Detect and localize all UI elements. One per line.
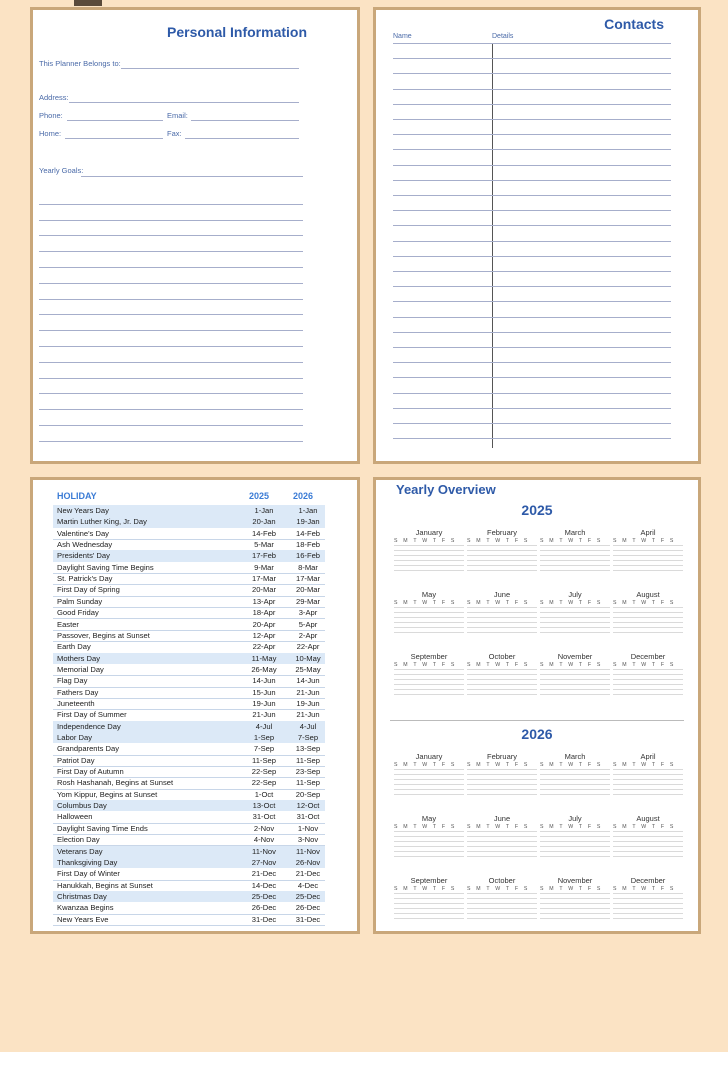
- holiday-date-2026: 19-Jun: [296, 698, 320, 708]
- holiday-date-2025: 1-Jan: [254, 506, 274, 515]
- email-label: Email:: [167, 111, 188, 120]
- holiday-name: Hanukkah, Begins at Sunset: [57, 880, 153, 890]
- holiday-row: [53, 846, 325, 857]
- personal-information-page: [30, 7, 360, 464]
- holiday-name: Grandparents Day: [57, 744, 120, 754]
- holiday-date-2025: 19-Jun: [252, 698, 276, 708]
- day-grid: [394, 607, 464, 633]
- month-calendar: [613, 876, 683, 919]
- holiday-name: Juneteenth: [57, 698, 95, 708]
- month-calendar: [540, 590, 610, 633]
- holiday-name: Columbus Day: [57, 801, 107, 811]
- holiday-name: Good Friday: [57, 608, 99, 618]
- holiday-date-2026: 25-Dec: [295, 891, 321, 901]
- day-grid: [467, 545, 537, 571]
- contact-line: [393, 89, 671, 90]
- weekday-header: S M T W T F S: [467, 662, 530, 668]
- holiday-date-2025: 25-Dec: [251, 891, 277, 901]
- month-calendar: [613, 652, 683, 695]
- fax-label: Fax:: [167, 129, 182, 138]
- day-grid: [394, 893, 464, 919]
- page-title: Contacts: [604, 16, 664, 32]
- goal-line: [39, 283, 303, 284]
- binder-tab: [74, 0, 102, 6]
- weekday-header: S M T W T F S: [394, 886, 457, 892]
- holiday-date-2025: 21-Jun: [252, 710, 276, 720]
- contact-line: [393, 286, 671, 287]
- holiday-name: Veterans Day: [57, 846, 103, 856]
- day-grid: [540, 769, 610, 795]
- day-grid: [394, 669, 464, 695]
- contact-line: [393, 73, 671, 74]
- holiday-date-2025: 21-Dec: [251, 869, 277, 879]
- holiday-row: [53, 914, 325, 926]
- holiday-date-2026: 20-Sep: [295, 789, 321, 799]
- holiday-date-2025: 5-Mar: [254, 540, 274, 550]
- goal-line: [39, 314, 303, 315]
- belongs-line: [121, 68, 299, 69]
- month-name: October: [488, 652, 516, 661]
- month-calendar: [467, 590, 537, 633]
- holiday-name: Presidents' Day: [57, 551, 110, 561]
- address-line: [69, 102, 299, 103]
- holiday-date-2026: 3-Nov: [297, 835, 319, 845]
- weekday-header: S M T W T F S: [540, 886, 603, 892]
- holiday-date-2025: 18-Apr: [252, 608, 276, 618]
- month-calendar: [394, 814, 464, 857]
- holiday-name: Palm Sunday: [57, 596, 103, 606]
- holiday-date-2025: 13-Oct: [252, 801, 276, 811]
- holiday-date-2026: 13-Sep: [295, 744, 321, 754]
- weekday-header: S M T W T F S: [540, 662, 603, 668]
- holiday-name: Valentine's Day: [57, 528, 109, 538]
- day-grid: [613, 669, 683, 695]
- month-calendar: [467, 752, 537, 795]
- contact-line: [393, 256, 671, 257]
- holiday-date-2026: 1-Nov: [297, 823, 319, 833]
- holiday-date-2025: 31-Oct: [252, 812, 276, 822]
- weekday-header: S M T W T F S: [540, 824, 603, 830]
- year-heading: 2026: [521, 726, 553, 742]
- contact-line: [393, 362, 671, 363]
- contact-line: [393, 393, 671, 394]
- holiday-date-2026: 10-May: [295, 653, 321, 663]
- holiday-date-2025: 31-Dec: [251, 914, 277, 924]
- holiday-date-2025: 1-Oct: [254, 789, 274, 799]
- contact-line: [393, 423, 671, 424]
- goal-line: [39, 204, 303, 205]
- goal-line: [39, 441, 303, 442]
- holiday-name: Halloween: [57, 812, 93, 822]
- holiday-name: Fathers Day: [57, 687, 99, 697]
- goal-line: [39, 362, 303, 363]
- holiday-date-2026: 29-Mar: [295, 596, 321, 606]
- day-grid: [540, 669, 610, 695]
- holiday-name: First Day of Winter: [57, 869, 120, 879]
- home-line: [65, 138, 163, 139]
- weekday-header: S M T W T F S: [394, 538, 457, 544]
- day-grid: [613, 607, 683, 633]
- goal-line: [81, 176, 303, 177]
- holiday-date-2026: 7-Sep: [297, 733, 319, 742]
- holiday-name: Independence Day: [57, 721, 121, 731]
- year-heading: 2025: [521, 502, 553, 518]
- weekday-header: S M T W T F S: [613, 886, 676, 892]
- contact-line: [393, 438, 671, 439]
- holiday-date-2026: 14-Feb: [295, 528, 321, 538]
- holiday-name: Passover, Begins at Sunset: [57, 630, 150, 640]
- goal-line: [39, 378, 303, 379]
- holiday-date-2026: 3-Apr: [298, 608, 318, 618]
- holiday-date-2026: 21-Jun: [296, 687, 320, 697]
- goal-line: [39, 346, 303, 347]
- day-grid: [613, 831, 683, 857]
- contact-line: [393, 134, 671, 135]
- contacts-page: [373, 7, 701, 464]
- holiday-date-2025: 27-Nov: [251, 857, 277, 867]
- holiday-name: New Years Day: [57, 506, 109, 515]
- holiday-name: Christmas Day: [57, 891, 107, 901]
- holiday-name: Rosh Hashanah, Begins at Sunset: [57, 778, 174, 788]
- holiday-date-2026: 21-Jun: [296, 710, 320, 720]
- month-name: May: [421, 814, 437, 823]
- month-name: April: [640, 528, 656, 537]
- weekday-header: S M T W T F S: [394, 662, 457, 668]
- month-name: March: [564, 528, 586, 537]
- holiday-date-2026: 1-Jan: [298, 506, 318, 515]
- holiday-date-2026: 17-Mar: [295, 574, 321, 584]
- weekday-header: S M T W T F S: [613, 762, 676, 768]
- month-name: December: [630, 652, 666, 661]
- holiday-name: Patriot Day: [57, 755, 95, 765]
- holiday-date-2026: 16-Feb: [295, 551, 321, 561]
- holiday-name: First Day of Autumn: [57, 767, 124, 777]
- holiday-name: Kwanzaa Begins: [57, 903, 114, 913]
- weekday-header: S M T W T F S: [540, 600, 603, 606]
- month-calendar: [540, 652, 610, 695]
- month-name: January: [415, 528, 443, 537]
- holiday-name: Martin Luther King, Jr. Day: [57, 517, 147, 527]
- contact-line: [393, 119, 671, 120]
- weekday-header: S M T W T F S: [467, 824, 530, 830]
- goal-line: [39, 330, 303, 331]
- contact-line: [393, 332, 671, 333]
- month-calendar: [394, 590, 464, 633]
- contact-line: [393, 347, 671, 348]
- holiday-row: [53, 891, 325, 902]
- weekday-header: S M T W T F S: [467, 600, 530, 606]
- holiday-date-2025: 15-Jun: [252, 687, 276, 697]
- contact-line: [393, 271, 671, 272]
- contact-line: [393, 195, 671, 196]
- day-grid: [394, 545, 464, 571]
- holiday-date-2026: 8-Mar: [298, 562, 318, 572]
- holiday-date-2026: 19-Jan: [296, 517, 320, 527]
- weekday-header: S M T W T F S: [467, 762, 530, 768]
- day-grid: [467, 893, 537, 919]
- goal-line: [39, 251, 303, 252]
- holiday-date-2025: 11-Sep: [252, 755, 276, 765]
- holiday-row: [53, 721, 325, 732]
- day-grid: [540, 893, 610, 919]
- day-grid: [394, 769, 464, 795]
- holiday-name: Flag Day: [57, 676, 88, 686]
- contact-line: [393, 149, 671, 150]
- holiday-name: First Day of Spring: [57, 585, 120, 595]
- contact-line: [393, 317, 671, 318]
- month-calendar: [467, 876, 537, 919]
- weekday-header: S M T W T F S: [467, 886, 530, 892]
- home-label: Home:: [39, 129, 62, 138]
- holiday-date-2026: 11-Nov: [296, 846, 320, 856]
- month-name: November: [557, 652, 593, 661]
- weekday-header: S M T W T F S: [613, 662, 676, 668]
- month-calendar: [540, 814, 610, 857]
- holiday-name: Easter: [57, 619, 79, 629]
- weekday-header: S M T W T F S: [613, 538, 676, 544]
- holiday-date-2026: 12-Oct: [296, 801, 320, 811]
- month-calendar: [540, 528, 610, 571]
- month-name: August: [636, 590, 660, 599]
- holiday-name: Ash Wednesday: [57, 540, 113, 550]
- day-grid: [467, 669, 537, 695]
- details-column-header: Details: [492, 33, 514, 40]
- holiday-date-2025: 9-Mar: [254, 562, 274, 572]
- holiday-name: Daylight Saving Time Begins: [57, 562, 154, 572]
- holiday-date-2025: 17-Mar: [251, 574, 277, 584]
- month-name: October: [488, 876, 516, 885]
- holiday-date-2026: 20-Mar: [295, 585, 321, 595]
- month-name: June: [493, 814, 511, 823]
- holiday-date-2026: 18-Feb: [295, 540, 321, 550]
- month-calendar: [394, 752, 464, 795]
- holiday-date-2025: 14-Dec: [251, 880, 277, 890]
- day-grid: [467, 831, 537, 857]
- holiday-name: Mothers Day: [57, 653, 101, 663]
- month-calendar: [540, 876, 610, 919]
- email-line: [191, 120, 299, 121]
- goal-line: [39, 299, 303, 300]
- month-calendar: [467, 814, 537, 857]
- column-2025-header: 2025: [249, 491, 270, 501]
- month-name: May: [421, 590, 437, 599]
- month-name: February: [486, 752, 517, 761]
- month-name: April: [640, 752, 656, 761]
- holiday-name: Election Day: [57, 835, 100, 845]
- holiday-date-2025: 12-Apr: [252, 630, 276, 640]
- day-grid: [467, 769, 537, 795]
- month-calendar: [613, 814, 683, 857]
- holiday-row: [53, 800, 325, 811]
- month-name: September: [410, 652, 448, 661]
- page-title: Personal Information: [167, 24, 308, 40]
- contact-line: [393, 165, 671, 166]
- holiday-row: [53, 505, 325, 516]
- year-divider: [390, 720, 684, 721]
- holiday-date-2025: 2-Nov: [253, 823, 275, 833]
- contact-line: [393, 180, 671, 181]
- address-label: Address:: [39, 93, 69, 102]
- contact-line: [393, 210, 671, 211]
- day-grid: [394, 831, 464, 857]
- holiday-date-2025: 22-Sep: [251, 778, 277, 788]
- holiday-name: Labor Day: [57, 733, 93, 742]
- month-name: July: [568, 590, 582, 599]
- goal-line: [39, 220, 303, 221]
- month-name: August: [636, 814, 660, 823]
- goal-line: [39, 235, 303, 236]
- holiday-date-2026: 4-Jul: [299, 721, 317, 731]
- holiday-date-2026: 23-Sep: [295, 767, 321, 777]
- holiday-date-2025: 20-Apr: [252, 619, 276, 629]
- month-name: January: [415, 752, 443, 761]
- weekday-header: S M T W T F S: [394, 824, 457, 830]
- holiday-date-2026: 21-Dec: [295, 869, 321, 879]
- month-name: July: [568, 814, 582, 823]
- month-calendar: [394, 528, 464, 571]
- day-grid: [613, 545, 683, 571]
- yearly-goals-label: Yearly Goals:: [39, 166, 84, 175]
- holiday-date-2025: 14-Jun: [252, 676, 276, 686]
- holiday-date-2025: 22-Apr: [252, 642, 276, 652]
- holiday-name: Memorial Day: [57, 664, 104, 674]
- holiday-date-2025: 11-May: [251, 653, 277, 663]
- day-grid: [540, 545, 610, 571]
- day-grid: [540, 607, 610, 633]
- contact-line: [393, 241, 671, 242]
- contact-line: [393, 43, 671, 44]
- day-grid: [613, 769, 683, 795]
- holiday-date-2025: 11-Nov: [252, 846, 276, 856]
- goal-line: [39, 393, 303, 394]
- weekday-header: S M T W T F S: [394, 600, 457, 606]
- contact-line: [393, 377, 671, 378]
- holiday-name: Thanksgiving Day: [57, 857, 118, 867]
- holiday-date-2025: 4-Jul: [255, 721, 273, 731]
- month-name: November: [557, 876, 593, 885]
- weekday-header: S M T W T F S: [540, 762, 603, 768]
- month-calendar: [467, 652, 537, 695]
- holiday-name: Yom Kippur, Begins at Sunset: [57, 789, 158, 799]
- name-column-header: Name: [393, 33, 412, 40]
- month-name: February: [486, 528, 517, 537]
- holiday-name: First Day of Summer: [57, 710, 127, 720]
- goal-line: [39, 409, 303, 410]
- holiday-date-2026: 22-Apr: [296, 642, 320, 652]
- contact-line: [393, 408, 671, 409]
- holiday-date-2025: 17-Feb: [251, 551, 277, 561]
- day-grid: [540, 831, 610, 857]
- month-name: March: [564, 752, 586, 761]
- holiday-date-2025: 20-Jan: [252, 517, 276, 527]
- holiday-date-2026: 25-May: [295, 664, 321, 674]
- month-calendar: [540, 752, 610, 795]
- weekday-header: S M T W T F S: [613, 600, 676, 606]
- holiday-date-2025: 20-Mar: [251, 585, 277, 595]
- contact-line: [393, 225, 671, 226]
- holiday-row: [53, 732, 325, 743]
- month-name: December: [630, 876, 666, 885]
- holiday-date-2026: 4-Dec: [297, 880, 319, 890]
- day-grid: [613, 893, 683, 919]
- weekday-header: S M T W T F S: [467, 538, 530, 544]
- holiday-name: Daylight Saving Time Ends: [57, 823, 148, 833]
- holiday-row: [53, 550, 325, 561]
- yearly-overview-page: [373, 477, 701, 934]
- phone-line: [67, 120, 163, 121]
- holiday-date-2025: 4-Nov: [253, 835, 275, 845]
- contact-line: [393, 301, 671, 302]
- holiday-name: Earth Day: [57, 642, 91, 652]
- day-grid: [467, 607, 537, 633]
- bottom-strip: [0, 1052, 728, 1080]
- belongs-label: This Planner Belongs to:: [39, 59, 121, 68]
- goal-line: [39, 267, 303, 268]
- phone-label: Phone:: [39, 111, 63, 120]
- holiday-row: [53, 653, 325, 664]
- holiday-date-2026: 26-Nov: [295, 857, 321, 867]
- column-2026-header: 2026: [293, 491, 314, 501]
- holiday-date-2025: 22-Sep: [251, 767, 277, 777]
- contact-line: [393, 58, 671, 59]
- holiday-date-2025: 13-Apr: [252, 596, 276, 606]
- weekday-header: S M T W T F S: [613, 824, 676, 830]
- holiday-date-2026: 11-Sep: [296, 778, 320, 788]
- month-calendar: [394, 652, 464, 695]
- weekday-header: S M T W T F S: [394, 762, 457, 768]
- holiday-date-2026: 14-Jun: [296, 676, 320, 686]
- holiday-date-2026: 31-Oct: [296, 812, 320, 822]
- month-name: June: [493, 590, 511, 599]
- holiday-date-2025: 26-May: [251, 664, 277, 674]
- holiday-name: St. Patrick's Day: [57, 574, 113, 584]
- fax-line: [185, 138, 299, 139]
- holiday-page: [30, 477, 360, 934]
- holiday-date-2026: 2-Apr: [298, 630, 318, 640]
- holiday-date-2026: 11-Sep: [296, 755, 320, 765]
- holiday-date-2026: 26-Dec: [295, 903, 321, 913]
- goal-line: [39, 425, 303, 426]
- month-calendar: [613, 752, 683, 795]
- holiday-date-2025: 1-Sep: [253, 733, 275, 742]
- holiday-date-2025: 26-Dec: [251, 903, 277, 913]
- holiday-name: New Years Eve: [57, 914, 109, 924]
- holiday-row: [53, 516, 325, 527]
- month-calendar: [394, 876, 464, 919]
- holiday-date-2025: 14-Feb: [251, 528, 277, 538]
- holiday-date-2026: 31-Dec: [295, 914, 321, 924]
- month-calendar: [613, 528, 683, 571]
- holiday-row: [53, 857, 325, 868]
- month-calendar: [467, 528, 537, 571]
- holiday-header: HOLIDAY: [57, 491, 97, 501]
- month-calendar: [613, 590, 683, 633]
- contact-line: [393, 104, 671, 105]
- holiday-date-2026: 5-Apr: [298, 619, 318, 629]
- month-name: September: [410, 876, 448, 885]
- weekday-header: S M T W T F S: [540, 538, 603, 544]
- page-title: Yearly Overview: [396, 482, 496, 497]
- holiday-date-2025: 7-Sep: [253, 744, 275, 754]
